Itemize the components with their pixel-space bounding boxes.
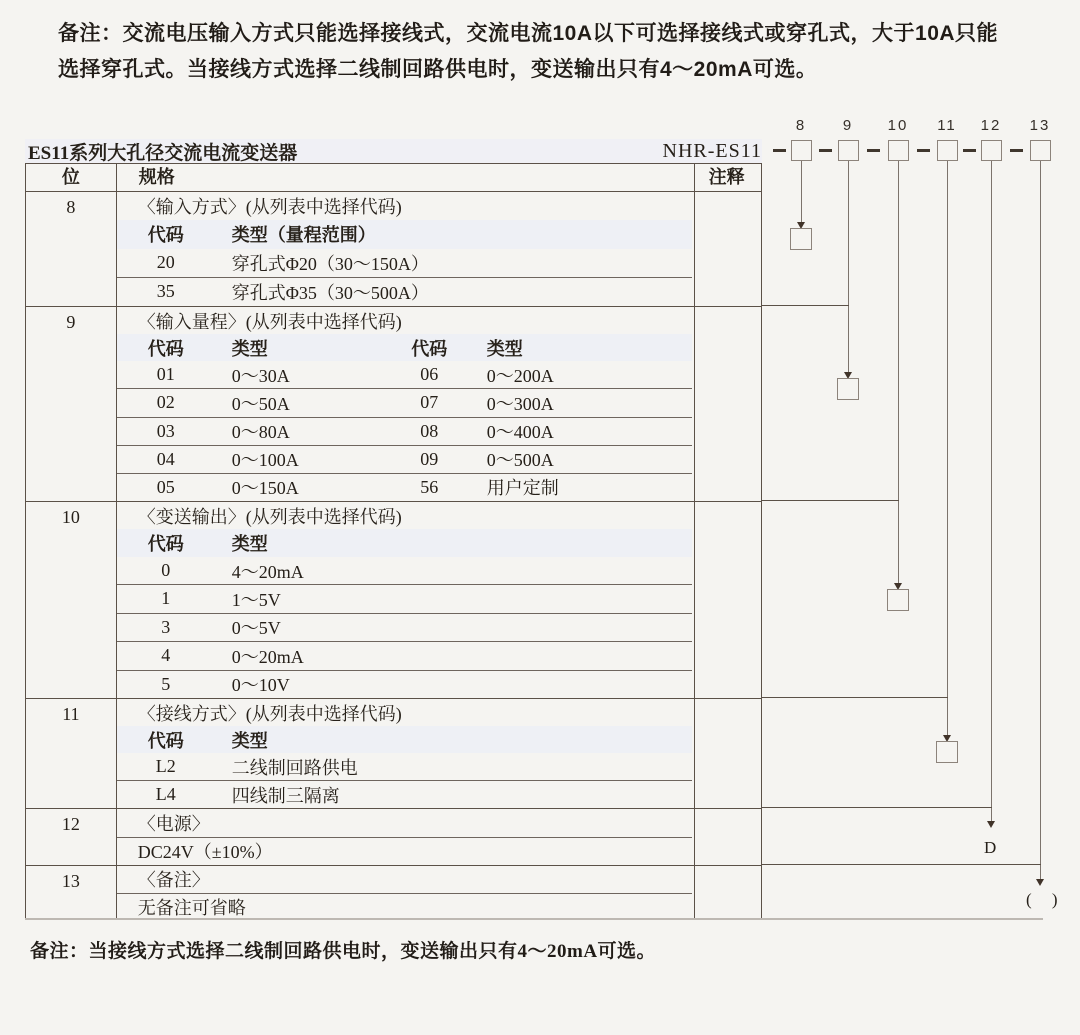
code-box-10 <box>888 140 909 161</box>
block10-col-headers: 代码 类型 <box>116 529 692 556</box>
table-row: L4 四线制三隔离 <box>116 780 692 808</box>
model-dash <box>819 149 832 152</box>
table-bottom-rule <box>25 918 1043 920</box>
connector-row10 <box>762 500 899 501</box>
top-note-line-1: 备注：交流电压输入方式只能选择接线式，交流电流10A以下可选择接线式或穿孔式，大于10A只能 <box>58 22 999 45</box>
column-divider-pos-spec <box>116 164 117 919</box>
table-row: 1 1～5V <box>116 584 692 612</box>
block9-title: 〈输入量程〉(从列表中选择代码) <box>137 311 402 332</box>
table-header-row <box>26 164 761 191</box>
block13-title: 〈备注〉 <box>137 870 210 891</box>
header-pos: 位 <box>61 167 80 187</box>
selection-table <box>25 163 762 919</box>
note-cell <box>692 192 761 306</box>
digit-label-13: 13 <box>1029 117 1051 134</box>
pos-number: 10 <box>61 507 80 527</box>
table-row: 04 0～100A 09 0～500A <box>116 445 692 473</box>
code-box-13 <box>1030 140 1051 161</box>
digit-label-12: 12 <box>980 117 1002 134</box>
arrow-down-icon <box>1036 879 1044 886</box>
connector-row11 <box>762 697 948 698</box>
target-box-10 <box>887 589 909 611</box>
title-bar <box>25 139 762 163</box>
digit-label-11: 11 <box>937 117 957 134</box>
note-cell <box>692 866 761 920</box>
note-cell <box>692 809 761 865</box>
connector-row9 <box>762 305 849 306</box>
block8-col-headers: 代码 类型（量程范围） <box>116 220 692 248</box>
power-code-label: D <box>984 838 997 857</box>
table-row-position-13 <box>26 865 761 920</box>
table-row-position-9 <box>26 306 761 501</box>
digit-label-9: 9 <box>842 117 854 134</box>
header-spec: 规格 <box>138 167 175 187</box>
table-row: L2 二线制回路供电 <box>155 756 358 778</box>
block12-title: 〈电源〉 <box>137 813 210 834</box>
table-row: 4 0～20mA <box>116 641 692 669</box>
code-box-11 <box>937 140 958 161</box>
block13-value: 无备注可省略 <box>116 893 692 921</box>
table-row-position-12 <box>26 808 761 865</box>
digit-label-8: 8 <box>795 117 807 134</box>
code-box-9 <box>838 140 859 161</box>
model-dash <box>917 149 930 152</box>
table-row-position-11 <box>26 698 761 808</box>
model-dash <box>867 149 880 152</box>
leader-line-11 <box>947 161 948 735</box>
model-prefix: NHR-ES11 <box>662 139 762 162</box>
remark-code-label: ( ) <box>1026 890 1066 909</box>
target-box-9 <box>837 378 859 400</box>
leader-line-8 <box>801 161 802 222</box>
header-note: 注释 <box>708 167 745 187</box>
arrow-down-icon <box>987 821 995 828</box>
note-cell <box>692 502 761 698</box>
leader-line-13 <box>1040 161 1041 880</box>
code-box-12 <box>981 140 1002 161</box>
note-cell <box>692 307 761 501</box>
top-note-line-2: 选择穿孔式。当接线方式选择二线制回路供电时，变送输出只有4～20mA可选。 <box>58 58 818 81</box>
table-row: 05 0～150A 56 用户定制 <box>116 473 692 501</box>
block10-title: 〈变送输出〉(从列表中选择代码) <box>137 506 402 527</box>
table-row: 03 0～80A 08 0～400A <box>116 417 692 445</box>
table-row: 0 4～20mA <box>161 560 304 582</box>
top-note <box>58 16 1048 88</box>
table-row: 01 0～30A 06 0～200A <box>156 364 554 386</box>
pos-number: 11 <box>62 704 80 724</box>
block9-col-headers: 代码 类型 代码 类型 <box>116 334 692 361</box>
pos-number: 8 <box>66 197 76 217</box>
connector-row13 <box>762 864 1041 865</box>
table-row: 02 0～50A 07 0～300A <box>116 388 692 416</box>
target-box-8 <box>790 228 812 250</box>
pos-number: 9 <box>66 312 76 332</box>
table-row: 5 0～10V <box>116 670 692 698</box>
table-row: 20 穿孔式Φ20（30～150A） <box>156 252 429 274</box>
table-row-position-8 <box>26 191 761 306</box>
block8-title: 〈输入方式〉(从列表中选择代码) <box>137 197 402 218</box>
leader-line-12 <box>991 161 992 822</box>
bottom-note: 备注：当接线方式选择二线制回路供电时，变送输出只有4～20mA可选。 <box>30 941 657 962</box>
digit-label-10: 10 <box>887 117 909 134</box>
table-row: 35 穿孔式Φ35（30～500A） <box>116 277 692 306</box>
table-row-position-10 <box>26 501 761 698</box>
product-title: ES11系列大孔径交流电流变送器 <box>28 142 298 164</box>
table-row: 3 0～5V <box>116 613 692 641</box>
model-dash <box>773 149 786 152</box>
leader-line-9 <box>848 161 849 372</box>
leader-line-10 <box>898 161 899 583</box>
target-box-11 <box>936 741 958 763</box>
code-box-8 <box>791 140 812 161</box>
pos-number: 12 <box>61 814 80 834</box>
block12-value: DC24V（±10%） <box>116 837 692 866</box>
block11-col-headers: 代码 类型 <box>116 726 692 753</box>
model-dash <box>963 149 976 152</box>
connector-row12 <box>762 807 992 808</box>
model-dash <box>1010 149 1023 152</box>
column-divider-spec-note <box>694 164 695 919</box>
block11-title: 〈接线方式〉(从列表中选择代码) <box>137 703 402 724</box>
pos-number: 13 <box>61 871 80 891</box>
note-cell <box>692 699 761 808</box>
